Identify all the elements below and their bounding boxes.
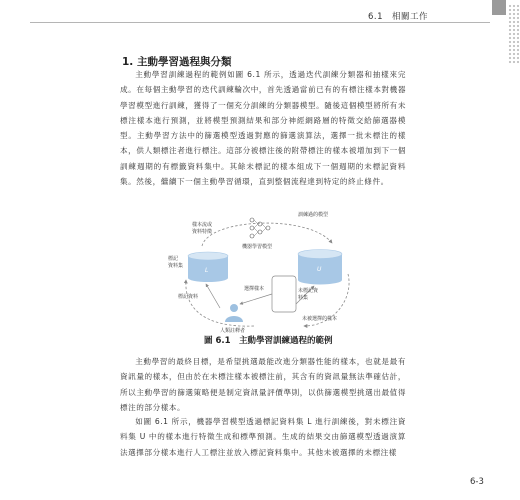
label-samples-features-2: 資料特徵: [192, 229, 213, 235]
figure-caption: 圖 6.1 主動學習訓練過程的範例: [204, 336, 333, 346]
selection-device: [272, 276, 296, 312]
label-annotator: 人類註釋者: [220, 328, 246, 334]
label-samples-features-1: 樣本流或: [192, 222, 213, 228]
paragraph-1: 主動學習訓練過程的範例如圖 6.1 所示，透過迭代訓練分類器和抽樣來完成。在每個主動學習的迭代訓練輪次中，首先透過當前已有的有標注樣本對機器學習模型進行訓練，獲得了一個充分訓練的分類器模型。隨後這個模型將所有未標注樣本進行預測，並將模型預測結果和部分神經網路層的特徵交給篩選器模型。主動學習方法中的篩選模型透過對應的篩選演算法，選擇一批未標注的樣本，供人類標注者進行標注。這部分被標注後的附帶標注的樣本被增加到下一個訓練週期的有標籤資料集中。其餘未標記的樣本組成下一個週期的未標記資料集。然後，繼續下一個主動學習循環，直到整個流程達到特定的終止條件。: [120, 70, 406, 187]
arrow-label: [206, 284, 220, 308]
running-header: [0, 0, 520, 42]
label-predictions: 訓練過的模型: [298, 212, 329, 218]
letter-u: U: [317, 266, 322, 273]
label-labeled-set-2: 資料集: [168, 263, 184, 269]
arrow-select: [240, 294, 272, 304]
section-title: 6.1 相關工作: [368, 12, 429, 22]
paragraph-2: 主動學習的最終目標，是希望挑選最能改進分類器性能的樣本，也就是最有資訊量的樣本，但由於在未標注樣本被標注前，其含有的資訊量無法準確估計，所以主動學習的篩選策略便是制定資訊量評價準則，以供篩選模型挑選出最值得標注的部分樣本。: [120, 357, 406, 412]
label-unlabeled-set-2: 料集: [298, 295, 309, 301]
corner-tab-decoration: [492, 0, 506, 15]
page-number: 6-3: [470, 477, 484, 487]
figure-active-learning: [164, 208, 364, 338]
section-heading: 1. 主動學習過程與分類: [122, 56, 232, 68]
label-ml-model: 機器學習模型: [242, 244, 273, 250]
letter-l: L: [205, 267, 209, 274]
paragraph-3: 如圖 6.1 所示，機器學習模型透過標記資料集 L 進行訓練後，對未標注資料集 U 中的樣本進行特徵生成和標準預測。生成的結果交由篩選模型透過演算法選擇部分樣本進行人工標注並放入標記資料集中。其他未被選擇的未標注樣: [120, 417, 406, 457]
label-labeled-set-1: 標記: [168, 256, 179, 262]
label-labeled-data: 標記資料: [178, 294, 199, 300]
label-unselected: 未被選擇的樣本: [302, 316, 338, 322]
annotator-icon: [225, 304, 243, 322]
label-unlabeled-set-1: 未標記資: [298, 288, 319, 294]
header-divider: [30, 22, 490, 23]
label-selected-samples: 選擇樣本: [244, 286, 265, 292]
neural-network-icon: [250, 218, 270, 238]
dot-pattern-decoration: [508, 4, 520, 64]
